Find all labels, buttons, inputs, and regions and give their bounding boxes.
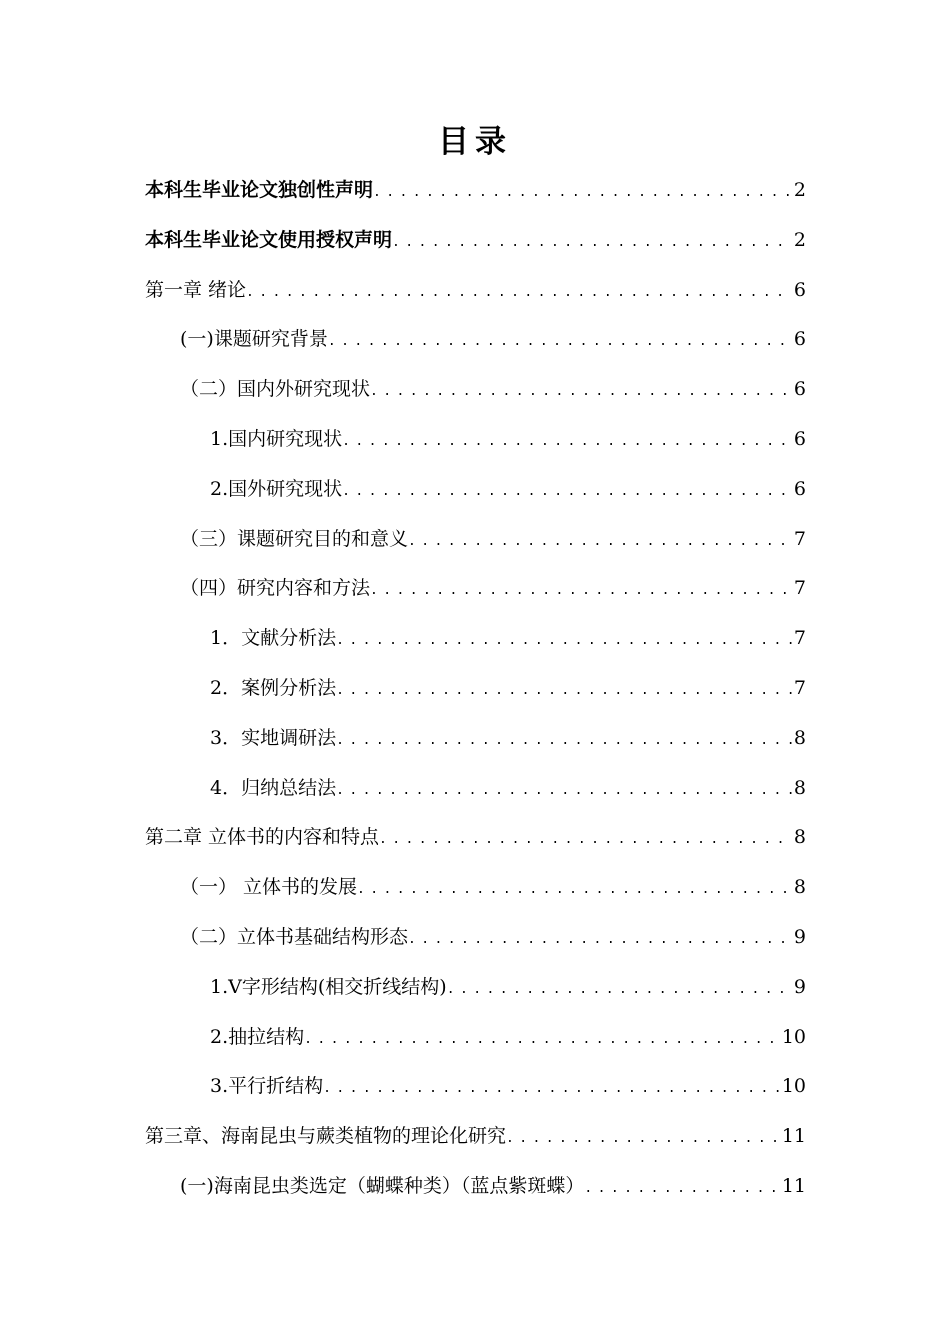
toc-entry[interactable] [210,962,806,1012]
toc-entry[interactable] [180,1161,806,1211]
toc-entry-page-number: 10 [781,1075,806,1098]
dot-leader [304,1012,780,1065]
dot-leader [323,1061,780,1114]
toc-entry-label: 第二章 立体书的内容和特点 [145,826,380,849]
toc-entry[interactable] [180,563,806,613]
dot-leader [370,364,792,417]
toc-entry[interactable] [180,314,806,364]
toc-entry-label: 4．归纳总结法 [210,776,337,799]
toc-entry-page-number: 8 [793,876,806,899]
toc-entry-page-number: 11 [781,1125,806,1148]
toc-title: 目录 [438,124,512,160]
toc-entry[interactable] [210,763,806,813]
toc-entry-label: 2．案例分析法 [210,677,337,699]
dot-leader [336,763,792,816]
toc-entry[interactable] [210,613,806,663]
toc-entry-page-number: 7 [793,627,806,650]
toc-entry-page-number: 6 [793,428,806,450]
toc-entry[interactable] [210,1061,806,1111]
toc-entry-label: （二）立体书基础结构形态 [180,926,409,948]
dot-leader [246,265,792,318]
toc-entry-label: 3．实地调研法 [210,726,337,749]
toc-entry-page-number: 8 [793,726,806,749]
dot-leader [336,713,792,766]
toc-entry-label: 2.抽拉结构 [210,1025,305,1048]
toc-entry[interactable] [180,862,806,912]
toc-entry[interactable] [210,414,806,464]
dot-leader [357,862,792,915]
toc-entry[interactable] [145,812,806,862]
dot-leader [408,912,792,965]
toc-entry-label: 第一章 绪论 [145,278,247,301]
toc-entry[interactable] [180,364,806,414]
dot-leader [336,663,792,716]
dot-leader [408,514,792,567]
dot-leader [392,215,792,268]
toc-entry[interactable] [210,464,806,514]
toc-entry-page-number: 6 [793,328,806,351]
toc-entry[interactable] [180,514,806,564]
dot-leader [328,314,792,367]
dot-leader [336,613,792,666]
toc-entry-label: （一） 立体书的发展 [180,876,358,899]
toc-entry[interactable] [210,713,806,763]
dot-leader [379,812,792,865]
toc-entry-page-number: 8 [793,776,806,799]
toc-entry-page-number: 2 [793,228,806,251]
toc-entry-label: 本科生毕业论文独创性声明 [145,179,374,201]
toc-entry-label: (一)课题研究背景 [180,328,328,351]
dot-leader [584,1161,779,1214]
toc-entry[interactable] [145,1111,806,1161]
toc-entry-label: 3.平行折结构 [210,1075,324,1098]
toc-entry-page-number: 6 [793,278,806,301]
toc-entry-page-number: 11 [781,1175,806,1197]
toc-entry-page-number: 7 [793,577,806,600]
toc-entry-label: 2.国外研究现状 [210,477,343,500]
toc-entry-page-number: 7 [793,677,806,699]
toc-entry-label: 1．文献分析法 [210,627,337,650]
dot-leader [373,165,792,218]
toc-entry-page-number: 6 [793,378,806,401]
toc-entry[interactable] [145,165,806,215]
toc-entry[interactable] [210,663,806,713]
toc-entry-page-number: 6 [793,477,806,500]
dot-leader [342,464,792,517]
toc-entry-page-number: 10 [781,1025,806,1048]
dot-leader [342,414,792,467]
toc-entry-label: (一)海南昆虫类选定（蝴蝶种类）（蓝点紫斑蝶） [180,1175,585,1197]
toc-entry[interactable] [210,1012,806,1062]
toc-entry-page-number: 9 [793,926,806,948]
dot-leader [506,1111,780,1164]
toc-entry-label: 1.国内研究现状 [210,428,343,450]
toc-entry-label: 第三章、海南昆虫与蕨类植物的理论化研究 [145,1125,507,1148]
dot-leader [447,962,792,1015]
toc-entry-label: （三）课题研究目的和意义 [180,527,409,550]
toc-entry-label: 1.V字形结构(相交折线结构) [210,975,447,998]
toc-entry-label: （四）研究内容和方法 [180,577,371,600]
dot-leader [370,563,792,616]
toc-entry-page-number: 8 [793,826,806,849]
toc-entry[interactable] [145,265,806,315]
toc-entry-page-number: 2 [793,179,806,201]
toc-entry-page-number: 7 [793,527,806,550]
toc-entry[interactable] [180,912,806,962]
toc-entry-page-number: 9 [793,975,806,998]
toc-entry-label: 本科生毕业论文使用授权声明 [145,228,393,251]
toc-entry[interactable] [145,215,806,265]
toc-entry-label: （二）国内外研究现状 [180,378,371,401]
